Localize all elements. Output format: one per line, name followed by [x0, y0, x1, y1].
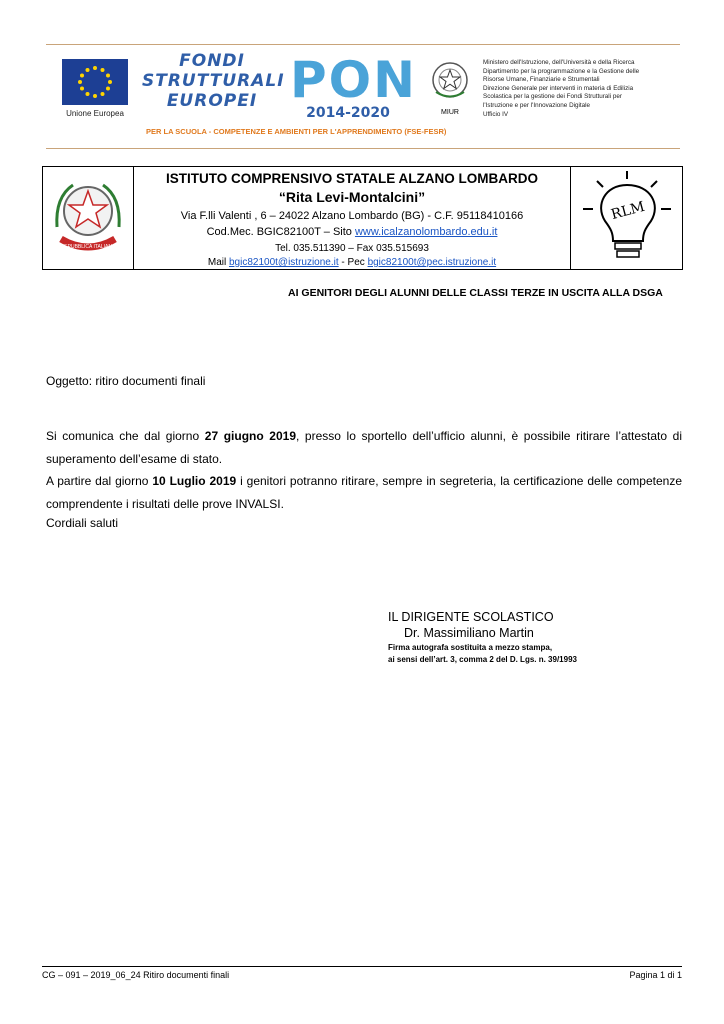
pon-banner [46, 44, 680, 149]
mail-label: Mail [207, 257, 229, 268]
closing: Cordiali saluti [46, 516, 119, 530]
fondi-line: EUROPEI [166, 91, 258, 111]
recipients: AI GENITORI DEGLI ALUNNI DELLE CLASSI TERZE IN USCITA ALLA DSGA [288, 287, 663, 299]
p2-text-a: A partire dal giorno [46, 474, 153, 488]
lightbulb-logo [570, 167, 683, 269]
ministry-line: Ufficio IV [483, 110, 509, 118]
fondi-strutturali-logo [142, 51, 285, 111]
p1-text-a: Si comunica che dal giorno [46, 429, 205, 443]
school-info [134, 167, 570, 269]
paragraph-2 [46, 470, 682, 515]
pec-link[interactable]: bgic82100t@pec.istruzione.it [367, 257, 497, 268]
school-mail [134, 257, 570, 268]
eu-flag-icon [62, 59, 128, 105]
school-header [42, 166, 683, 270]
p1-date: 27 giugno 2019 [204, 429, 296, 443]
p1-text-b: , presso lo sportello dell’ufficio alunni, è possibile ritirare l’attestato di superamento dell’esame di stato. [46, 429, 682, 466]
ministry-line: Risorse Umane, Finanziarie e Strumentali [483, 76, 600, 84]
school-address: Via F.lli Valenti , 6 – 24022 Alzano Lombardo (BG) - C.F. 95118410166 [180, 210, 524, 222]
footer-page-number: Pagina 1 di 1 [629, 970, 682, 980]
p2-date: 10 Luglio 2019 [152, 474, 237, 488]
school-dedication: “Rita Levi-Montalcini” [278, 189, 426, 205]
fondi-line: FONDI [179, 51, 245, 71]
republic-emblem [43, 167, 134, 269]
pon-years: 2014-2020 [306, 105, 390, 121]
fondi-line: STRUTTURALI [142, 71, 285, 91]
ministry-line: Scolastica per la gestione dei Fondi Strutturali per [483, 93, 622, 101]
pec-label: - Pec [338, 257, 368, 268]
eu-label: Unione Europea [66, 109, 124, 118]
ministry-text [483, 59, 677, 119]
signature-name: Dr. Massimiliano Martin [404, 626, 534, 640]
ministry-line: Ministero dell'Istruzione, dell'Università e della Ricerca [483, 59, 635, 66]
school-name: ISTITUTO COMPRENSIVO STATALE ALZANO LOMBARDO [166, 171, 538, 186]
miur-label: MIUR [441, 109, 459, 116]
subject-line: Oggetto: ritiro documenti finali [46, 374, 206, 388]
school-codmec [134, 226, 570, 238]
codmec-text: Cod.Mec. BGIC82100T – Sito [206, 226, 355, 238]
emblem-text: REPUBBLICA ITALIANA [60, 244, 116, 250]
footer-document-code: CG – 091 – 2019_06_24 Ritiro documenti finali [42, 970, 230, 980]
miur-emblem-icon [430, 59, 470, 103]
logo-initials: RLM [609, 198, 647, 224]
paragraph-1 [46, 425, 682, 470]
signature-note: ai sensi dell’art. 3, comma 2 del D. Lgs. n. 39/1993 [388, 655, 577, 664]
ministry-line: Direzione Generale per interventi in materia di Edilizia [483, 84, 634, 92]
ministry-line: Dipartimento per la programmazione e la Gestione delle [483, 67, 640, 75]
pon-word: PON [290, 51, 417, 109]
pon-logo [290, 51, 417, 125]
ministry-line: l'Istruzione e per l'Innovazione Digitale [483, 101, 591, 109]
signature-note: Firma autografa sostituita a mezzo stampa, [388, 643, 553, 652]
school-phone: Tel. 035.511390 – Fax 035.515693 [275, 243, 429, 254]
footer-divider [42, 966, 682, 967]
signature-title: IL DIRIGENTE SCOLASTICO [388, 610, 554, 624]
website-link[interactable]: www.icalzanolombardo.edu.it [354, 226, 498, 238]
pon-strip-text: PER LA SCUOLA - COMPETENZE E AMBIENTI PER L'APPRENDIMENTO (FSE-FESR) [146, 127, 447, 136]
email-link[interactable]: bgic82100t@istruzione.it [228, 257, 339, 268]
p2-text-b: i genitori potranno ritirare, sempre in segreteria, la certificazione delle competenze comprendente i risultati delle prove INVALSI. [46, 474, 682, 511]
